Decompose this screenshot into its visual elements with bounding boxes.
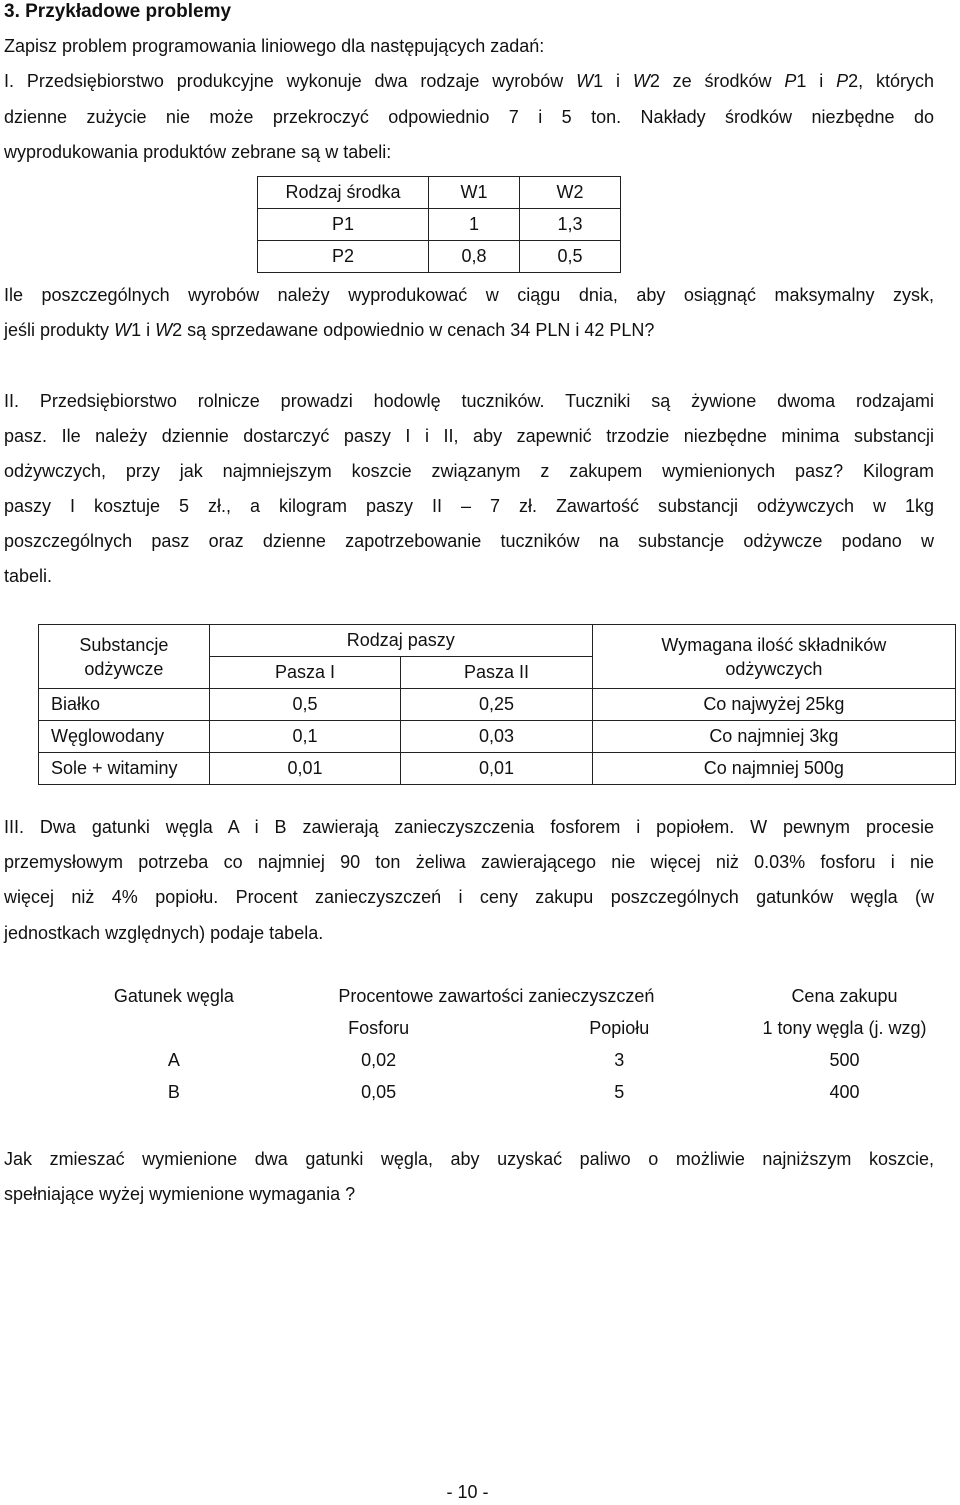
table-cell: 0,02 — [361, 1049, 397, 1070]
table-header-cell: Pasza II — [401, 657, 592, 689]
table-row — [92, 1012, 952, 1044]
table-cell: A — [167, 1049, 180, 1070]
table-header-cell: Substancje odżywcze — [39, 625, 210, 689]
table-header-cell: Wymagana ilość składników odżywczych — [592, 625, 955, 689]
feed-table — [38, 624, 956, 785]
table-header-cell: Procentowe zawartości zanieczyszczeń — [338, 985, 655, 1006]
problem1-line1: I. Przedsiębiorstwo produkcyjne wykonuje dwa rodzaje wyrobów W1 i W2 ze środków P1 i P2, których — [4, 71, 935, 91]
problem1-line2: dzienne zużycie nie może przekroczyć odpowiednio 7 i 5 ton. Nakłady środków niezbędne do — [4, 107, 934, 127]
table-cell: 3 — [614, 1049, 625, 1070]
problem1-line3: wyprodukowania produktów zebrane są w tabeli: — [4, 142, 392, 162]
table-cell: Rodzaj środka — [258, 177, 429, 209]
table-cell: 0,25 — [401, 689, 592, 721]
table-cell: 0,01 — [401, 753, 592, 785]
table-cell: 0,1 — [209, 721, 400, 753]
table-header-cell: Fosforu — [348, 1017, 410, 1038]
resources-table — [257, 176, 621, 273]
table-cell: Co najwyżej 25kg — [592, 689, 955, 721]
problem3-line: III. Dwa gatunki węgla A i B zawierają zanieczyszczenia fosforem i popiołem. W pewnym procesie — [4, 817, 934, 837]
problem3-line: przemysłowym potrzeba co najmniej 90 ton żeliwa zawierającego nie więcej niż 0.03% fosforu i nie — [4, 852, 934, 872]
table-cell: Białko — [39, 689, 210, 721]
table-cell: 0,5 — [209, 689, 400, 721]
table-row — [92, 1044, 952, 1076]
problem2-last-line: tabeli. — [4, 566, 53, 586]
problem3-question-line2: spełniające wyżej wymienione wymagania ? — [4, 1184, 356, 1204]
table-row — [39, 625, 956, 657]
table-header-cell: Pasza I — [209, 657, 400, 689]
problem2-line: II. Przedsiębiorstwo rolnicze prowadzi hodowlę tuczników. Tuczniki są żywione dwoma rodzajami — [4, 391, 934, 411]
problem1-question-line2: jeśli produkty W1 i W2 są sprzedawane odpowiednio w cenach 34 PLN i 42 PLN? — [4, 320, 655, 340]
table-cell: 0,01 — [209, 753, 400, 785]
table-cell: 0,03 — [401, 721, 592, 753]
table-row — [258, 241, 621, 273]
table-header-cell: 1 tony węgla (j. wzg) — [762, 1017, 927, 1038]
problem2-line: odżywczych, przy jak najmniejszym koszcie związanym z zakupem wymienionych pasz? Kilogram — [4, 461, 934, 481]
table-cell: B — [167, 1081, 180, 1102]
table-cell: 0,5 — [520, 241, 621, 273]
table-row — [258, 177, 621, 209]
table-cell: W2 — [520, 177, 621, 209]
table-row — [258, 209, 621, 241]
table-cell: P2 — [258, 241, 429, 273]
table-cell: Co najmniej 500g — [592, 753, 955, 785]
table-row — [39, 721, 956, 753]
table-cell: 5 — [614, 1081, 625, 1102]
page-number: - 10 - — [446, 1482, 489, 1502]
table-header-cell: Gatunek węgla — [113, 985, 234, 1006]
intro-text: Zapisz problem programowania liniowego dla następujących zadań: — [4, 36, 545, 56]
table-row — [92, 1076, 952, 1108]
table-row — [39, 689, 956, 721]
problem1-question-line1: Ile poszczególnych wyrobów należy wyprodukować w ciągu dnia, aby osiągnąć maksymalny zysk, — [4, 285, 934, 305]
table-row — [92, 980, 952, 1012]
table-cell — [92, 1012, 256, 1044]
table-cell: Co najmniej 3kg — [592, 721, 955, 753]
table-cell: 0,8 — [429, 241, 520, 273]
table-cell: W1 — [429, 177, 520, 209]
table-cell: Sole + witaminy — [39, 753, 210, 785]
table-cell: 1,3 — [520, 209, 621, 241]
problem2-line: paszy I kosztuje 5 zł., a kilogram paszy II – 7 zł. Zawartość substancji odżywczych w 1kg — [4, 496, 934, 516]
table-cell: 0,05 — [361, 1081, 397, 1102]
table-cell: 400 — [829, 1081, 860, 1102]
table-row — [39, 753, 956, 785]
table-cell: Węglowodany — [39, 721, 210, 753]
table-header-cell: Cena zakupu — [791, 985, 898, 1006]
coal-table — [92, 980, 952, 1108]
problem3-question-line1: Jak zmieszać wymienione dwa gatunki węgla, aby uzyskać paliwo o możliwie najniższym koszcie, — [4, 1149, 934, 1169]
problem3-line: więcej niż 4% popiołu. Procent zanieczyszczeń i ceny zakupu poszczególnych gatunków węgla (w — [4, 887, 934, 907]
problem3-last-line: jednostkach względnych) podaje tabela. — [4, 923, 324, 943]
table-cell: P1 — [258, 209, 429, 241]
table-cell: 1 — [429, 209, 520, 241]
section-title: 3. Przykładowe problemy — [4, 1, 232, 22]
problem2-line: poszczególnych pasz oraz dzienne zapotrzebowanie tuczników na substancje odżywcze podano w — [4, 531, 934, 551]
problem2-line: pasz. Ile należy dziennie dostarczyć paszy I i II, aby zapewnić trzodzie niezbędne minima substancji — [4, 426, 934, 446]
table-cell: 500 — [829, 1049, 860, 1070]
table-header-cell: Popiołu — [589, 1017, 650, 1038]
table-header-cell: Rodzaj paszy — [209, 625, 592, 657]
